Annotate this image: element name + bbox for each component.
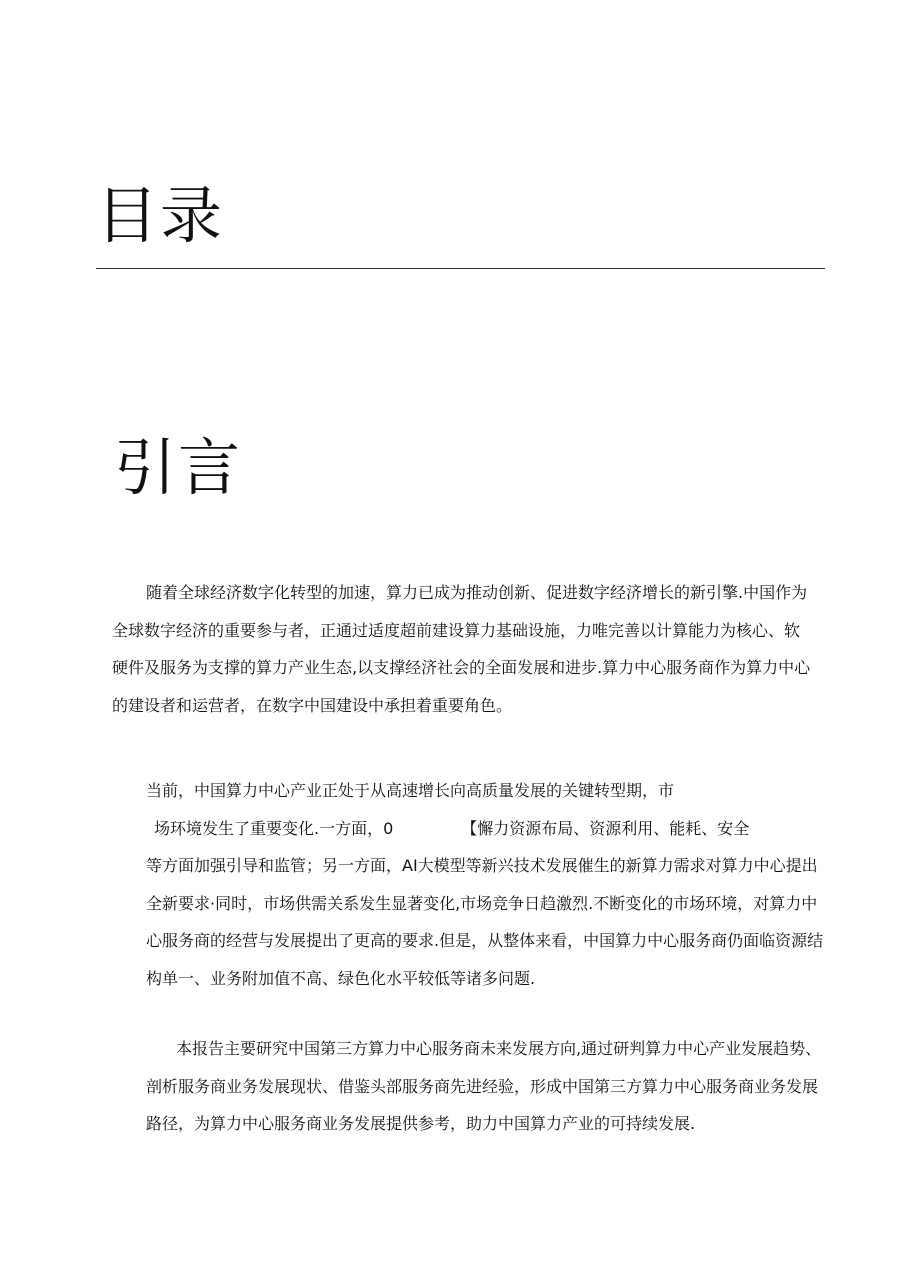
paragraph-line: 路径，为算力中心服务商业务发展提供参考，助力中国算力产业的可持续发展.: [146, 1114, 696, 1133]
paragraph-line: 本报告主要研究中国第三方算力中心服务商未来发展方向,通过研判算力中心产业发展趋势、: [176, 1039, 822, 1058]
paragraph-line: 的建设者和运营者，在数字中国建设中承担着重要角色。: [112, 695, 513, 715]
paragraph-line: 当前，中国算力中心产业正处于从高速增长向高质量发展的关键转型期，市: [146, 781, 675, 800]
intro-heading: 引言: [114, 431, 243, 504]
paragraph-line: 等方面加强引导和监管；另一方面，AI大模型等新兴技术发展催生的新算力需求对算力中心提出: [146, 856, 818, 875]
paragraph-line: 随着全球经济数字化转型的加速，算力已成为推动创新、促进数字经济增长的新引擎.中国作为: [146, 583, 808, 602]
paragraph-line: 全球数字经济的重要参与者，正通过适度超前建设算力基础设施，力唯完善以计算能力为核心、软: [112, 620, 801, 640]
paragraph-line: 剖析服务商业务发展现状、借鉴头部服务商先进经验，形成中国第三方算力中心服务商业务发展: [146, 1076, 819, 1096]
paragraph-line: 硬件及服务为支撑的算力产业生态,以支撑经济社会的全面发展和进步.算力中心服务商作为算力中心: [112, 658, 811, 677]
paragraph-line: 全新要求·同时，市场供需关系发生显著变化,市场竞争日趋激烈.不断变化的市场环境，对算力中: [146, 893, 818, 913]
paragraph-fragment: 【懈力资源布局、资源利用、能耗、安全: [461, 818, 750, 838]
intro-paragraph-2: [146, 772, 836, 997]
paragraph-line: [146, 810, 836, 848]
paragraph-fragment: 场环境发生了重要变化.一方面，0: [154, 818, 394, 838]
toc-heading: 目录: [96, 179, 225, 252]
paragraph-line: 构单一、业务附加值不高、绿色化水平较低等诸多问题.: [146, 968, 536, 988]
intro-paragraph-1: [112, 574, 828, 724]
paragraph-line: 心服务商的经营与发展提出了更高的要求.但是，从整体来看，中国算力中心服务商仍面临资源结: [146, 931, 824, 950]
intro-paragraph-3: [146, 1030, 836, 1143]
toc-divider: [96, 268, 825, 269]
